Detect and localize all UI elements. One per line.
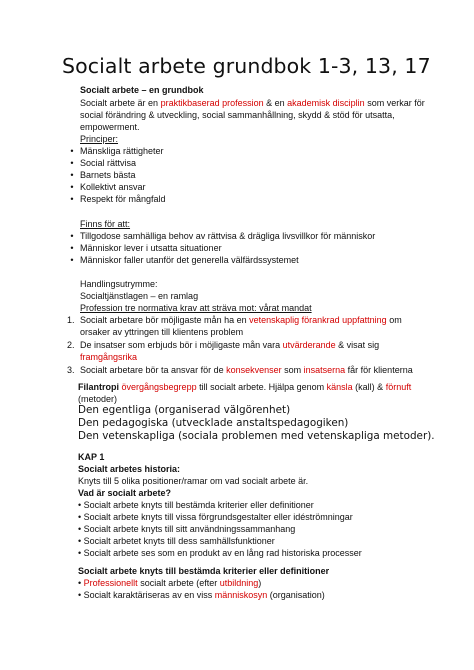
- exists-label: Finns för att:: [80, 219, 131, 229]
- normative-item-3: 3. Socialt arbetare bör ta ansvar för de konsekvenser som insatserna får för klienterna: [67, 365, 413, 375]
- principle-item: • Mänskliga rättigheter: [70, 146, 164, 156]
- definition-line-1: Socialt arbete är en praktikbaserad profession & en akademisk disciplin som verkar för: [80, 98, 425, 108]
- normative-item-1: 1. Socialt arbetare bör möjligaste mån ha en vetenskaplig förankrad uppfattning om: [67, 315, 402, 325]
- philanthropy-line: Filantropi övergångsbegrepp till socialt arbete. Hjälpa genom känsla (kall) & förnuft: [78, 382, 412, 392]
- philanthropy-cont: (metoder): [78, 394, 118, 404]
- what-item: • Socialt arbete knyts till bestämda kriterier eller definitioner: [78, 500, 314, 510]
- criteria-item: • Professionellt socialt arbete (efter utbildning): [78, 578, 262, 588]
- large-text-line: Den egentliga (organiserad välgörenhet): [78, 404, 291, 416]
- what-item: • Socialt arbete knyts till sitt användningssammanhang: [78, 524, 296, 534]
- legal-label: Handlingsutrymme:: [80, 279, 158, 289]
- what-heading: Vad är socialt arbete?: [78, 488, 172, 498]
- exists-item: • Människor faller utanför det generella välfärdssystemet: [70, 255, 299, 265]
- exists-item: • Tillgodose samhälliga behov av rättvisa & drägliga livsvillkor för människor: [70, 231, 376, 241]
- principle-item: • Respekt för mångfald: [70, 194, 166, 204]
- criteria-item: • Socialt karaktäriseras av en viss människosyn (organisation): [78, 590, 325, 600]
- chapter-label: KAP 1: [78, 452, 105, 462]
- what-item: • Socialt arbetet knyts till dess samhällsfunktioner: [78, 536, 275, 546]
- principle-item: • Kollektivt ansvar: [70, 182, 146, 192]
- normative-item-1-cont: orsaker av yttringen till klientens problem: [80, 327, 244, 337]
- exists-item: • Människor lever i utsatta situationer: [70, 243, 222, 253]
- principles-label: Principer:: [80, 134, 119, 144]
- legal-line: Socialtjänstlagen – en ramlag: [80, 291, 199, 301]
- what-item: • Socialt arbete knyts till vissa förgrundsgestalter eller idéströmningar: [78, 512, 353, 522]
- normative-item-2: 2. De insatser som erbjuds bör i möjligaste mån vara utvärderande & visat sig: [67, 340, 380, 350]
- principle-item: • Barnets bästa: [70, 170, 136, 180]
- page-title: Socialt arbete grundbok 1-3, 13, 17: [62, 54, 431, 78]
- history-text: Knyts till 5 olika positioner/ramar om vad socialt arbete är.: [78, 476, 309, 486]
- what-item: • Socialt arbete ses som en produkt av en lång rad historiska processer: [78, 548, 362, 558]
- normative-heading: Profession tre normativa krav att sträva mot: vårat mandat: [80, 303, 312, 313]
- criteria-heading: Socialt arbete knyts till bestämda kriterier eller definitioner: [78, 566, 330, 576]
- section-heading: Socialt arbete – en grundbok: [80, 85, 204, 95]
- definition-line-2: social förändring & utveckling, social sammanhållning, skydd & stöd för utsatta,: [80, 110, 395, 120]
- large-text-line: Den pedagogiska (utvecklade anstaltspedagogiken): [78, 417, 349, 429]
- large-text-line: Den vetenskapliga (sociala problemen med vetenskapliga metoder).: [78, 430, 435, 442]
- definition-line-3: empowerment.: [80, 122, 140, 132]
- history-heading: Socialt arbetes historia:: [78, 464, 181, 474]
- principle-item: • Social rättvisa: [70, 158, 137, 168]
- normative-item-2-cont: framgångsrika: [80, 352, 138, 362]
